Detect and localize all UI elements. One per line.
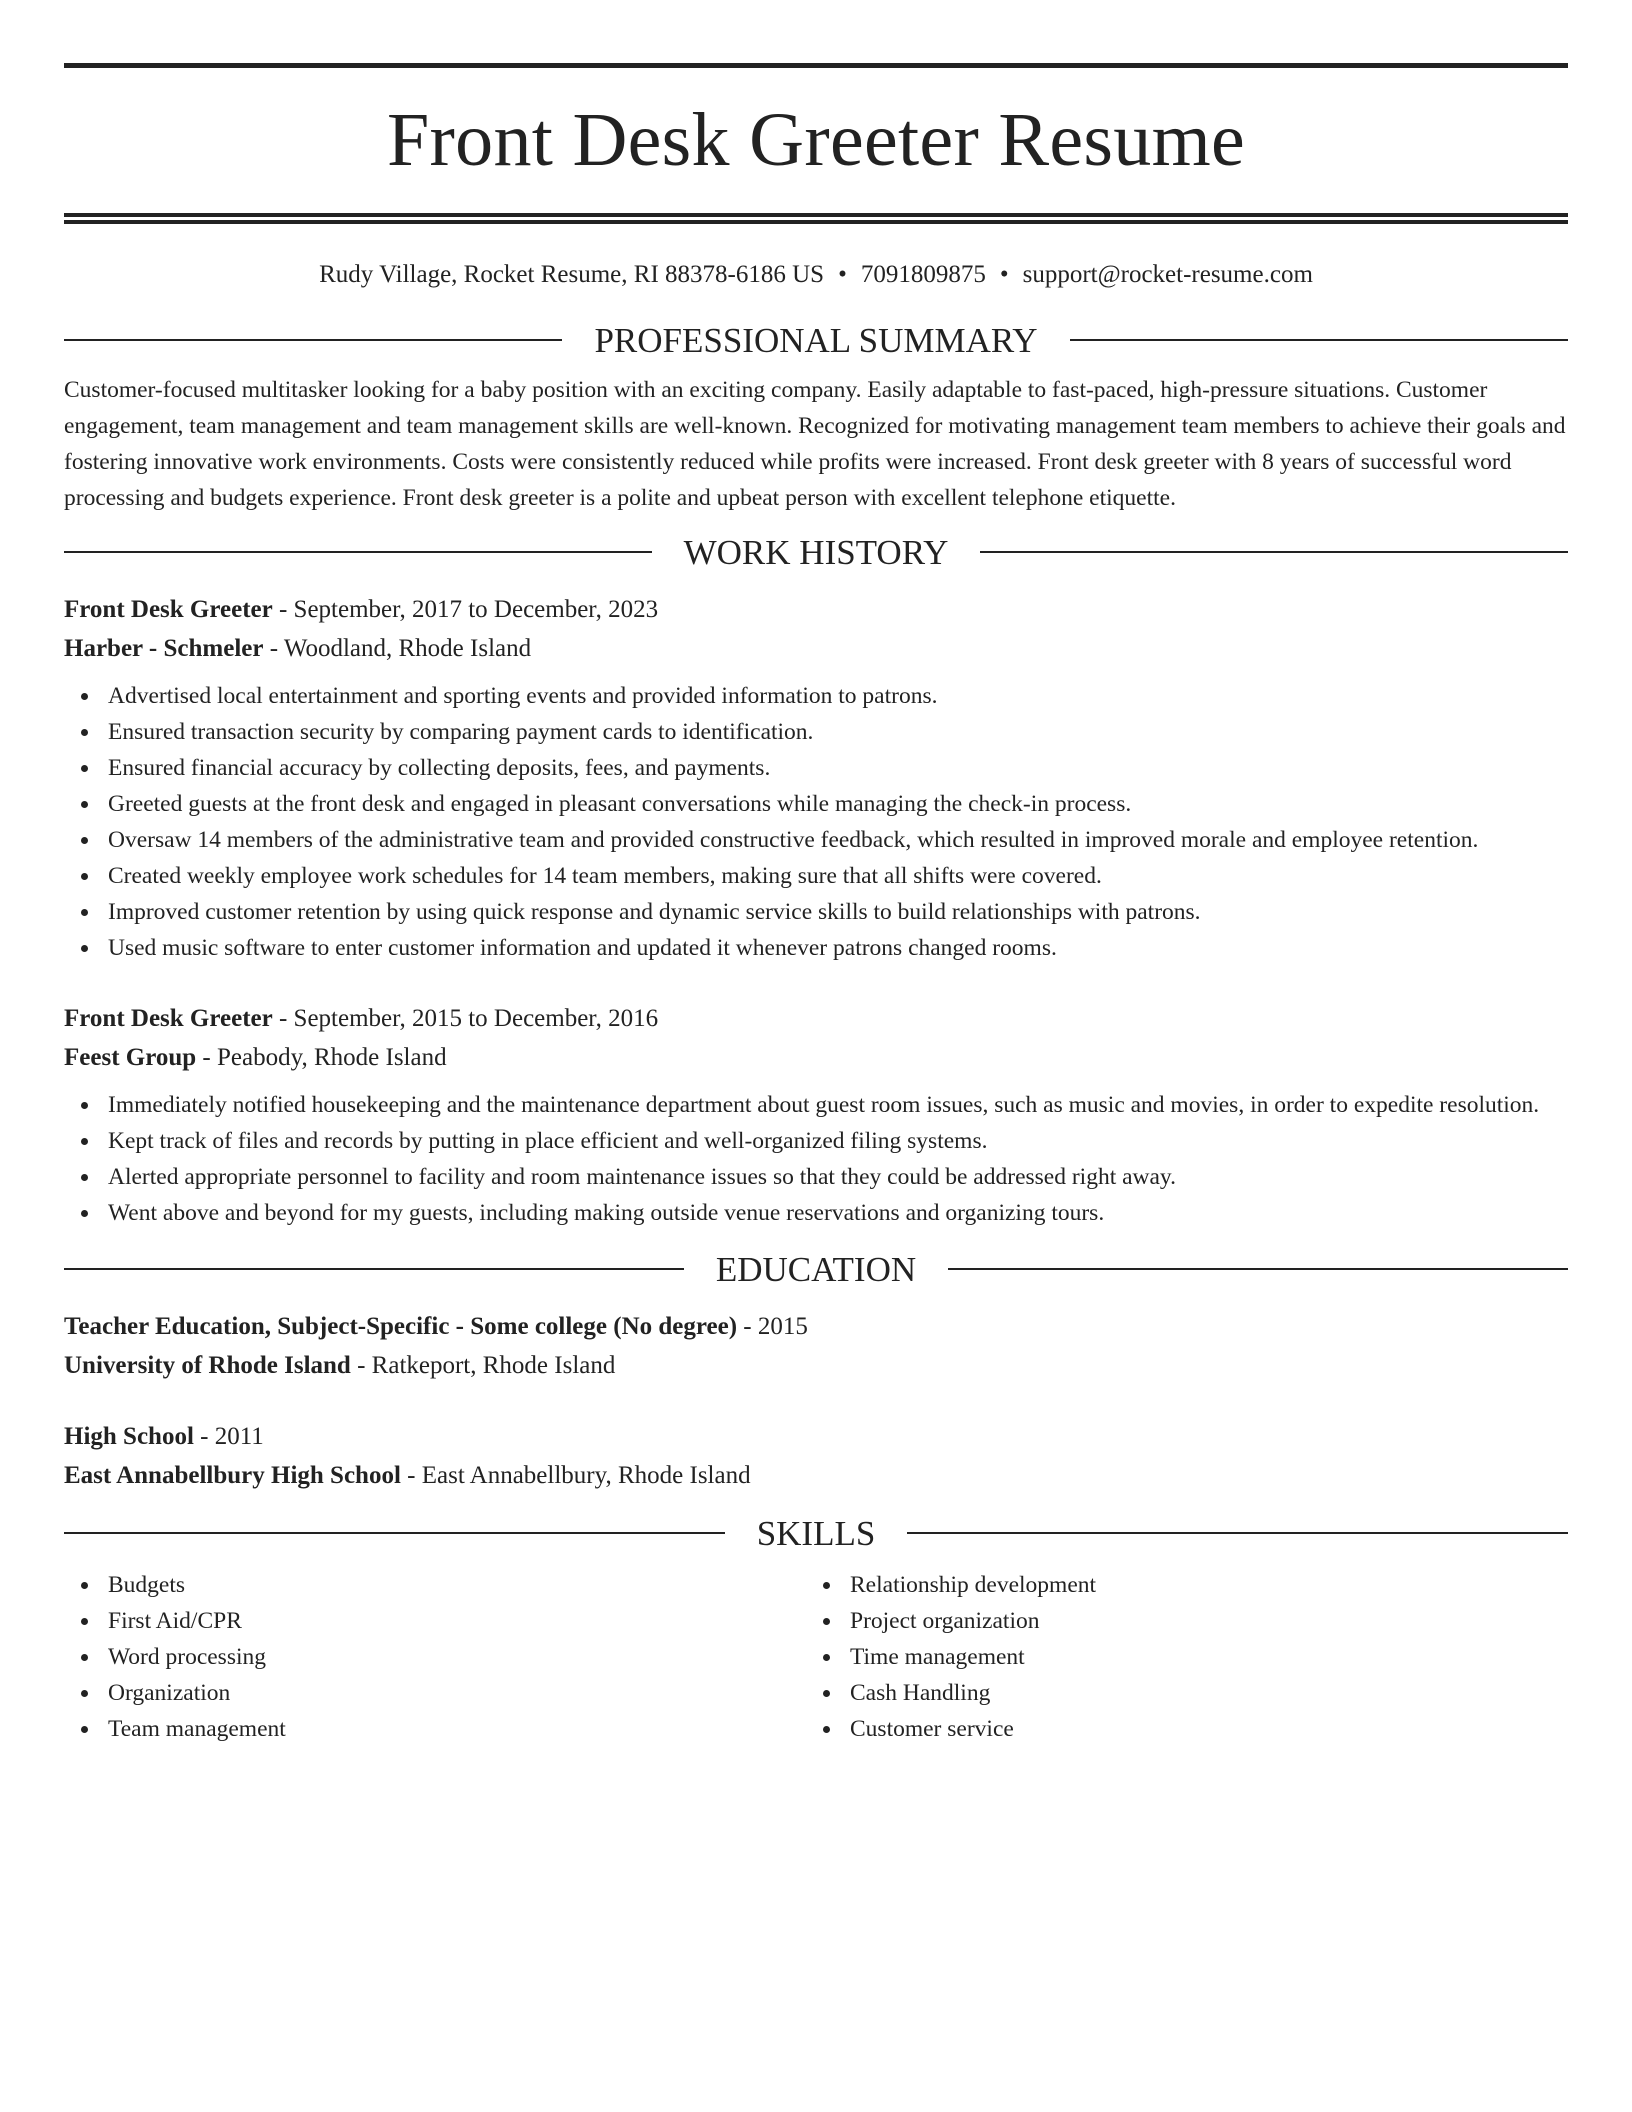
contact-phone: 7091809875 xyxy=(860,261,986,288)
page-title: Front Desk Greeter Resume xyxy=(386,98,1246,182)
heading-rule xyxy=(64,339,562,341)
job-company: Feest Group xyxy=(64,1044,197,1071)
job-company: Harber - Schmeler xyxy=(64,635,264,662)
summary-text: Customer-focused multitasker looking for a baby position with an exciting company. Easily adaptable to fast-paced, high-pressure situations. Customer engagement, team management and team management skills are well-known. Recognized for motivating management team members to achieve their goals and fostering innovative work environments. Costs were consistently reduced while profits were increased. Front desk greeter with 8 years of successful word processing and budgets experience. Front desk greeter is a polite and upbeat person with excellent telephone etiquette. xyxy=(64,377,1566,511)
list-item: Advertised local entertainment and sporting events and provided information to patrons. xyxy=(64,678,1568,714)
list-item: Went above and beyond for my guests, including making outside venue reservations and organizing tours. xyxy=(64,1195,1568,1231)
job-bullets xyxy=(64,678,1568,966)
section-title: SKILLS xyxy=(756,1513,876,1553)
job-title: Front Desk Greeter xyxy=(64,1005,273,1032)
heading-rule xyxy=(907,1532,1568,1534)
contact-address: Rudy Village, Rocket Resume, RI 88378-6186 US xyxy=(319,261,825,288)
top-rule xyxy=(64,63,1568,68)
heading-rule xyxy=(1070,339,1568,341)
job-entry xyxy=(64,590,1568,966)
skills-columns xyxy=(64,1567,1568,1747)
list-item: Project organization xyxy=(806,1603,1558,1639)
education-location: - East Annabellbury, Rhode Island xyxy=(400,1462,751,1489)
section-title: EDUCATION xyxy=(715,1249,917,1289)
education-entry xyxy=(64,1417,1568,1495)
list-item: Oversaw 14 members of the administrative team and provided constructive feedback, which resulted in improved morale and employee retention. xyxy=(64,822,1568,858)
list-item: Improved customer retention by using quick response and dynamic service skills to build relationships with patrons. xyxy=(64,894,1568,930)
job-title-line xyxy=(64,590,1568,629)
education-year: - 2011 xyxy=(193,1423,264,1450)
section-title: WORK HISTORY xyxy=(683,532,949,572)
list-item: Relationship development xyxy=(806,1567,1558,1603)
job-title: Front Desk Greeter xyxy=(64,596,273,623)
job-location: - Woodland, Rhode Island xyxy=(263,635,532,662)
education-entry xyxy=(64,1307,1568,1385)
contact-email: support@rocket-resume.com xyxy=(1022,261,1313,288)
section-title: PROFESSIONAL SUMMARY xyxy=(594,320,1038,360)
skills-list-right xyxy=(806,1567,1558,1747)
education-location: - Ratkeport, Rhode Island xyxy=(350,1352,616,1379)
job-title-line xyxy=(64,999,1568,1038)
heading-rule xyxy=(64,551,652,553)
list-item: Ensured transaction security by comparing payment cards to identification. xyxy=(64,714,1568,750)
education-school: University of Rhode Island xyxy=(64,1352,351,1379)
job-entry xyxy=(64,999,1568,1231)
list-item: Alerted appropriate personnel to facility and room maintenance issues so that they could be addressed right away. xyxy=(64,1159,1568,1195)
heading-rule xyxy=(64,1268,684,1270)
job-dates: - September, 2017 to December, 2023 xyxy=(272,596,659,623)
education-school-line xyxy=(64,1346,1568,1385)
contact-separator: • xyxy=(838,261,847,288)
list-item: Created weekly employee work schedules for 14 team members, making sure that all shifts were covered. xyxy=(64,858,1568,894)
list-item: Used music software to enter customer information and updated it whenever patrons changed rooms. xyxy=(64,930,1568,966)
contact-line xyxy=(64,260,1568,290)
job-company-line xyxy=(64,1038,1568,1077)
contact-separator: • xyxy=(999,261,1009,288)
list-item: Word processing xyxy=(64,1639,806,1675)
education-degree: High School xyxy=(64,1423,194,1450)
education-degree-line xyxy=(64,1417,1568,1456)
list-item: Time management xyxy=(806,1639,1558,1675)
heading-rule xyxy=(64,1532,725,1534)
list-item: First Aid/CPR xyxy=(64,1603,806,1639)
education-school: East Annabellbury High School xyxy=(64,1462,401,1489)
title-double-rule xyxy=(64,213,1568,224)
job-bullets xyxy=(64,1087,1568,1231)
job-company-line xyxy=(64,629,1568,668)
section-heading-work-history xyxy=(64,532,1568,572)
list-item: Greeted guests at the front desk and engaged in pleasant conversations while managing the check-in process. xyxy=(64,786,1568,822)
section-heading-skills xyxy=(64,1513,1568,1553)
heading-rule xyxy=(980,551,1568,553)
education-degree-line xyxy=(64,1307,1568,1346)
job-location: - Peabody, Rhode Island xyxy=(196,1044,447,1071)
education-year: - 2015 xyxy=(737,1313,808,1340)
list-item: Customer service xyxy=(806,1711,1558,1747)
education-degree: Teacher Education, Subject-Specific - Some college (No degree) xyxy=(64,1313,738,1340)
education-school-line xyxy=(64,1456,1568,1495)
list-item: Kept track of files and records by putting in place efficient and well-organized filing systems. xyxy=(64,1123,1568,1159)
skills-list-left xyxy=(64,1567,806,1747)
list-item: Cash Handling xyxy=(806,1675,1558,1711)
list-item: Ensured financial accuracy by collecting deposits, fees, and payments. xyxy=(64,750,1568,786)
job-dates: - September, 2015 to December, 2016 xyxy=(272,1005,659,1032)
list-item: Immediately notified housekeeping and the maintenance department about guest room issues, such as music and movies, in order to expedite resolution. xyxy=(64,1087,1568,1123)
section-heading-education xyxy=(64,1249,1568,1289)
list-item: Organization xyxy=(64,1675,806,1711)
list-item: Team management xyxy=(64,1711,806,1747)
list-item: Budgets xyxy=(64,1567,806,1603)
section-heading-summary xyxy=(64,320,1568,360)
heading-rule xyxy=(948,1268,1568,1270)
